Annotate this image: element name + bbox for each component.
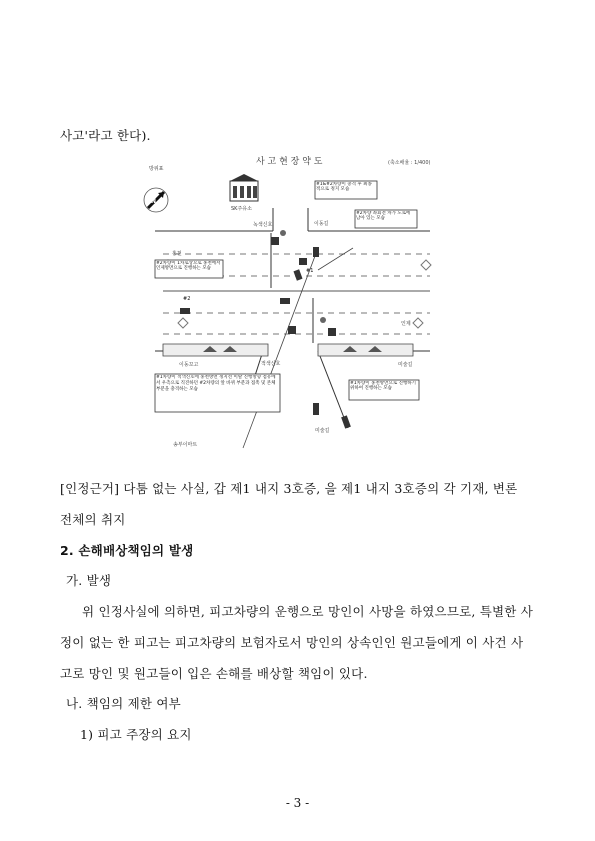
text-line: 위 인정사실에 의하면, 피고차량의 운행으로 망인이 사망을 하였으므로, 특별한 사 [82, 604, 533, 619]
svg-text:인제: 인제 [401, 321, 411, 327]
text-line: 정이 없는 한 피고는 피고차량의 보험자로서 망인의 상속인인 원고들에게 이 사건 사 [60, 635, 524, 650]
diagram-scale: (축소배율 : 1/400) [388, 160, 431, 166]
svg-text:미술길: 미술길 [398, 362, 413, 368]
diagram-title: 사 고 현 장 약 도 [256, 157, 323, 167]
svg-text:SK주유소: SK주유소 [231, 206, 252, 212]
subheading: 가. 발생 [66, 573, 112, 588]
text-line: [인정근거] 다툼 없는 사실, 갑 제1 내지 3호증, 을 제1 내지 3호증의 각 기재, 변론 [60, 481, 518, 496]
annotation-box: #1&#2차량이 충격 후 최종적으로 정지 모습 #2차량 좌회전 차가 도로에 남아 있는 모습 #2차량이 1차로상으로 홍천에서 인제방면으로 진행하는 모습 #1차량이 적색신호에 홍천방면 정지선 이탈 진행방향 점유에서 우측으로 직진하던 #2차량의 앞 바퀴 부분과 접촉 및 본체 부분을 충격하는 모습 #1차량이 홍천방면으로 진행하기 위하여 진행하는 모습 [155, 181, 419, 412]
svg-text:#1: #1 [306, 268, 314, 274]
text-line: 사고'라고 한다). [60, 128, 151, 143]
svg-text:녹색신호: 녹색신호 [253, 222, 273, 228]
svg-text:N: N [151, 198, 157, 205]
accident-scene-diagram [143, 148, 440, 455]
subheading: 1) 피고 주장의 요지 [80, 727, 192, 742]
svg-text:이동꼬고: 이동꼬고 [179, 362, 199, 368]
gas-station-icon [230, 174, 258, 212]
svg-text:방위표: 방위표 [149, 166, 164, 172]
svg-text:홍천: 홍천 [172, 251, 182, 257]
svg-text:이동길: 이동길 [314, 221, 329, 227]
section-heading: 2. 손해배상책임의 발생 [60, 543, 194, 558]
subheading: 나. 책임의 제한 여부 [66, 696, 181, 711]
text-line: 전체의 취지 [60, 512, 126, 527]
svg-text:적색신호: 적색신호 [261, 361, 281, 367]
page-number: - 3 - [285, 796, 310, 810]
text-line: 고로 망인 및 원고들이 입은 손해를 배상할 책임이 있다. [60, 666, 368, 681]
svg-text:송부이마트: 송부이마트 [173, 442, 198, 448]
compass-icon [144, 165, 168, 212]
svg-text:#2: #2 [183, 296, 191, 302]
svg-text:미술길: 미술길 [315, 428, 330, 434]
